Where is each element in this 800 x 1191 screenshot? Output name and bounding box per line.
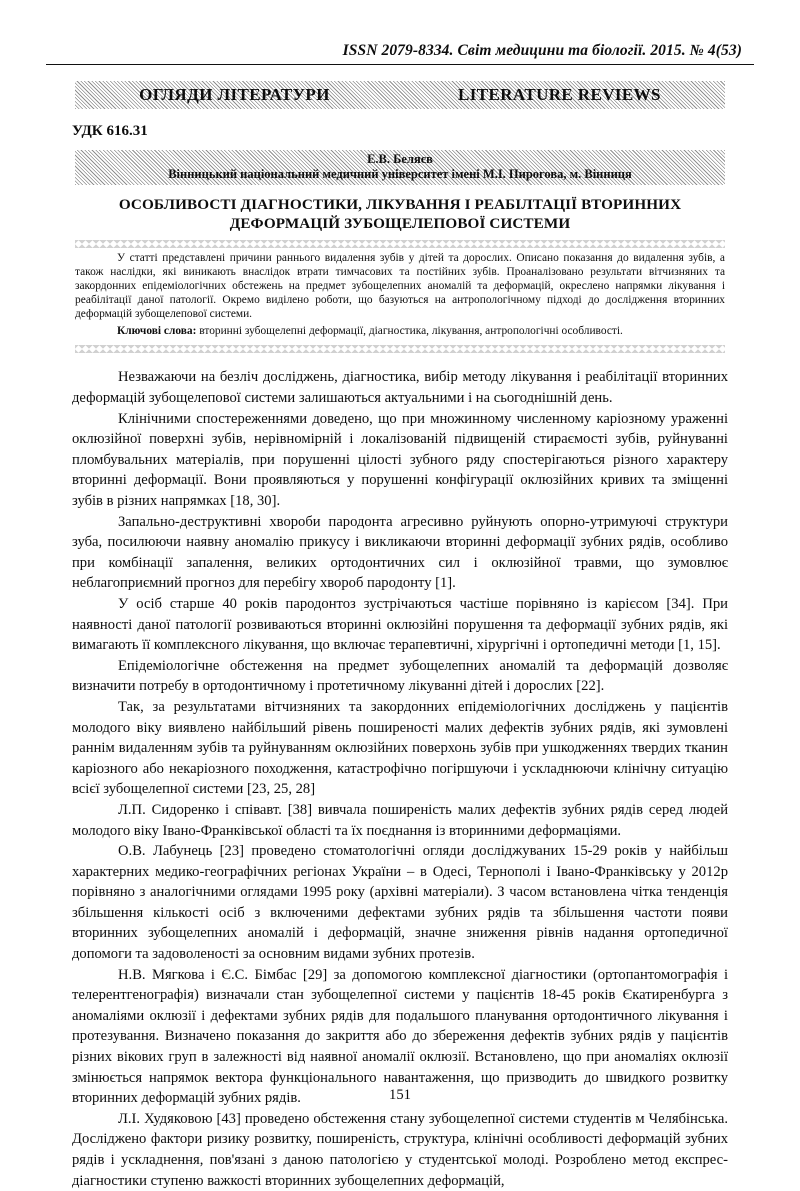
- body-paragraph: Клінічними спостереженнями доведено, що при множинному численному каріозному ураженні оклюзійної поверхні зубів, нерівномірній і локалізованій підвищеній стираємості зубів, руйнуванні пломбувальних матеріалів, при порушенні цілості зубного ряду спостерігаються різного характеру вторинні деформації. Вони проявляються у порушенні конфігурації оклюзійних кривих та зміщенні зубів в різних напрямках [18, 30].: [72, 410, 728, 509]
- author-block: [75, 150, 725, 185]
- abstract-text: У статті представлені причини раннього видалення зубів у дітей та дорослих. Описано показання до видалення зубів, а також наслідки, які виникають внаслідок втрати тимчасових та постійних зубів. Проаналізовано результати вітчизняних та закордонних епідеміологічних обстежень на предмет зубощелепних аномалій та деформацій, окреслено напрямки лікування і реабілітації даної патології. Окремо виділено роботи, що базуються на антропологічному підході до дослідження вторинних деформацій зубощелепової системи.: [75, 252, 725, 320]
- section-banner-label-en: LITERATURE REVIEWS: [458, 85, 661, 104]
- body-paragraph: О.В. Лабунець [23] проведено стоматологічні огляди досліджуваних 15-29 років у найбільш характерних медико-географічних регіонах України – в Одесі, Тернополі і Івано-Франківську у 2012р порівняно з аналогічними оглядами 1995 року (архівні матеріали). З часом встановлена чітка тенденція збільшення кількості осіб з включеними дефектами зубних рядів та збільшення частоти появи вторинних зубощелепних аномалій і деформацій, значне зниження рівнів надання ортопедичної допомоги та задоволеності за основним видами зубних протезів.: [72, 843, 728, 963]
- body-paragraph: Л.П. Сидоренко і співавт. [38] вивчала поширеність малих дефектів зубних рядів серед людей молодого віку Івано-Франківської області та їх поєднання із вторинними деформаціями.: [72, 801, 728, 839]
- article-title-line-2: ДЕФОРМАЦІЙ ЗУБОЩЕЛЕПОВОЇ СИСТЕМИ: [229, 215, 571, 232]
- header-rule: [46, 64, 754, 65]
- keywords-text: вторинні зубощелепні деформації, діагностика, лікування, антропологічні особливості.: [196, 324, 623, 337]
- article-title: [78, 195, 722, 233]
- abstract-bottom-divider: [75, 345, 725, 353]
- abstract-top-divider: [75, 240, 725, 248]
- article-title-line-1: ОСОБЛИВОСТІ ДІАГНОСТИКИ, ЛІКУВАННЯ І РЕАБІЛТАЦІЇ ВТОРИННИХ: [118, 196, 682, 213]
- section-banner-label-uk: ОГЛЯДИ ЛІТЕРАТУРИ: [139, 85, 330, 104]
- body-paragraph: Л.І. Худяковою [43] проведено обстеження стану зубощелепної системи студентів м Челябінська. Досліджено фактори ризику розвитку, поширеність, структура, клінічні особливості деформацій зубних рядів і ускладнення, пов'язані з даною патологією у студентської молоді. Розроблено метод експрес-діагностики ступеню важкості вторинних зубощелепних деформацій,: [72, 1110, 728, 1189]
- keywords-line: [75, 325, 725, 339]
- section-banner: [75, 81, 725, 109]
- body-copy: [72, 367, 728, 1191]
- page-number: 151: [389, 1087, 411, 1103]
- body-paragraph: Так, за результатами вітчизняних та закордонних епідеміологічних досліджень у пацієнтів молодого віку виявлено найбільший рівень поширеності малих дефектів зубних рядів, які зумовлені раннім видаленням зубів та руйнуванням оклюзійних поверхонь зубів при ушкодженнях твердих тканин каріозного або некаріозного походження, катастрофічно погіршуючи і ускладнюючи клінічну ситуацію всієї зубощелепної системи [23, 25, 28]: [72, 698, 728, 798]
- body-paragraph: Епідеміологічне обстеження на предмет зубощелепних аномалій та деформацій дозволяє визначити потребу в ортодонтичному і протетичному лікуванні дітей і дорослих [22].: [72, 657, 728, 695]
- author-affiliation: Вінницький національний медичний університет імені М.І. Пирогова, м. Вінниця: [168, 167, 632, 181]
- running-head-text: ISSN 2079-8334. Світ медицини та біології. 2015. № 4(53): [342, 42, 742, 59]
- body-paragraph: Н.В. Мягкова і Є.С. Бімбас [29] за допомогою комплексної діагностики (ортопантомографія і телерентгенографія) визначали стан зубощелепної системи у пацієнтів 18-45 років Єкатиренбурга з аномаліями оклюзії і дефектами зубних рядів для подальшого планування ортодонтичного лікування і протезування. Визначено показання до закриття або до збереження дефектів зубних рядів у пацієнтів різних вікових груп в залежності від наявної аномалії оклюзії. Встановлено, що при аномаліях оклюзії змінюється напрямок вектора функціонального навантаження, що призводить до швидкого розвитку вторинних деформацій зубних рядів.: [72, 966, 728, 1107]
- running-head: [0, 0, 800, 60]
- udk-code: УДК 616.31: [72, 123, 148, 139]
- body-paragraph: Незважаючи на безліч досліджень, діагностика, вибір методу лікування і реабілітації вторинних деформацій зубощелепової системи залишаються актуальними і на сьогоднішній день.: [72, 369, 728, 407]
- body-paragraph: У осіб старше 40 років пародонтоз зустрічаються частіше порівняно із карієсом [34]. При наявності даної патології розвиваються вторинні оклюзійні порушення та деформації зубних рядів, які вимагають її комплексного лікування, що включає терапевтичні, хірургічні і ортопедичні методи [1, 15].: [72, 595, 728, 654]
- keywords-label: Ключові слова:: [117, 324, 197, 337]
- author-name: Е.В. Беляєв: [367, 152, 433, 166]
- body-paragraph: Запально-деструктивні хвороби пародонта агресивно руйнують опорно-утримуючі структури зуба, посилюючи наявну аномалію прикусу і викликаючи вторинні деформації зубних рядів, особливо при комбінації запалення, великих ортодонтичних сил і оклюзійної травми, що зумовлює неблагоприємний прогноз для перебігу хвороб пародонту [1].: [72, 513, 728, 592]
